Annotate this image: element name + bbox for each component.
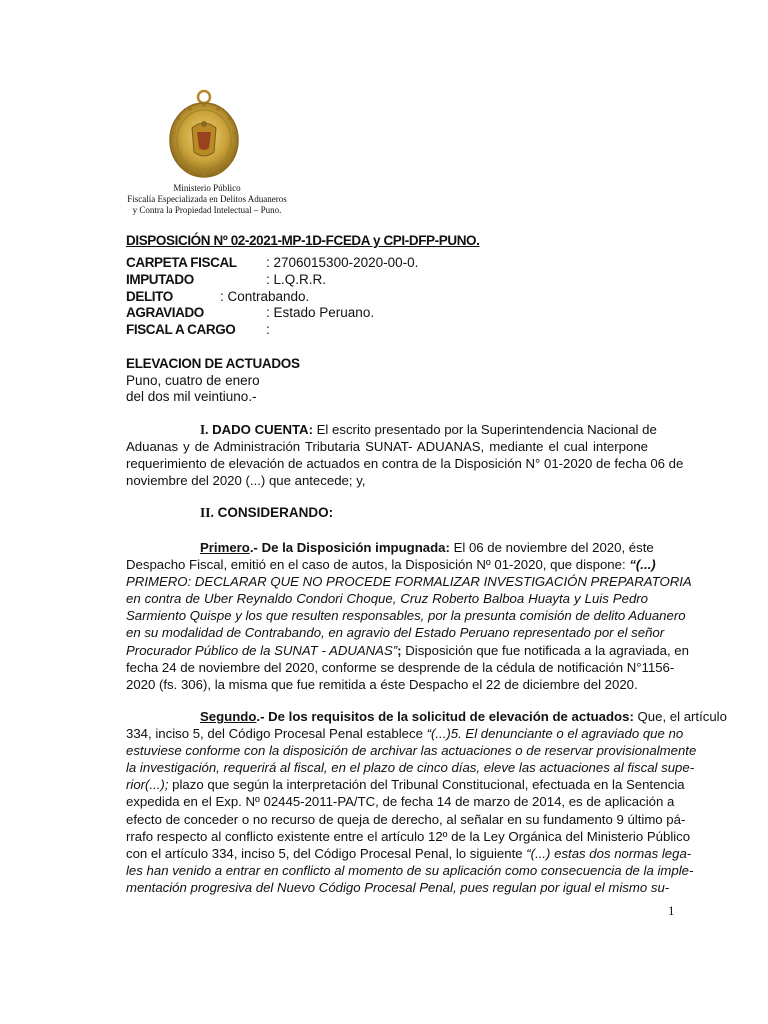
paragraph-segundo: Segundo.- De los requisitos de la solicitud de elevación de actuados: Que, el artículo 334, inciso 5, del Código Procesal Penal establece “(...)5. El denunciante o el agraviado que no estuviese conforme con la disposición de archivar las actuaciones o de reservar provisionalmente la investigación, requerirá al fiscal, en el plazo de cinco días, eleve las actuaciones al fiscal supe- rior(...); plazo que según la interpretación del Tribunal Constitucional, efectuada en la Sentencia expedida en el Exp. Nº 02445-2011-PA/TC, de fecha 14 de marzo de 2014, es de aplicación a efecto de conceder o no recurso de queja de derecho, al señalar en su fundamento 9 último pá- rrafo respecto al conflicto existente entre el artículo 12º de la Ley Orgánica del Ministerio Público con el artículo 334, inciso 5, del Código Procesal Penal, lo siguiente “(...) estas dos normas lega- les han venido a entrar en conflicto al momento de su aplicación como consecuencia de la imple- mentación progresiva del Nuevo Código Procesal Penal, pues regulan por igual el mismo su-: [126, 709, 727, 895]
field-agraviado: [126, 305, 375, 320]
quote-text: Sarmiento Quispe y los que resulten responsables, por la presunta comisión de delito Aduanero: [126, 608, 686, 624]
quote-text: en contra de Uber Reynaldo Condori Choque, Cruz Roberto Balboa Huayta y Luis Pedro: [126, 591, 648, 607]
field-label: DELITO: [126, 289, 173, 304]
field-value: : Contrabando.: [220, 289, 310, 304]
institution-line: y Contra la Propiedad Intelectual – Puno.: [132, 205, 282, 215]
ministerio-publico-seal-icon: [166, 88, 242, 180]
page-number: 1: [668, 903, 675, 918]
paragraph-text: rrafo respecto al conflicto existente entre el artículo 12º de la Ley Orgánica del Ministerio Público: [126, 828, 691, 844]
paragraph-heading: Segundo: [200, 709, 257, 724]
field-label: IMPUTADO: [126, 272, 194, 287]
place-date: del dos mil veintiuno.-: [126, 389, 257, 404]
paragraph-text: noviembre del 2020 (...) que antecede; y,: [126, 473, 366, 489]
paragraph-primero: Primero.- De la Disposición impugnada: El 06 de noviembre del 2020, éste Despacho Fiscal, emitió en el caso de autos, la Disposición Nº 01-2020, que dispone: “(...) PRIMERO: DECLARAR QUE NO PROCEDE FORMALIZAR INVESTIGACIÓN PREPARATORIA en contra de Uber Reynaldo Condori Choque, Cruz Roberto Balboa Huayta y Luis Pedro Sarmiento Quispe y los que resulten responsables, por la presunta comisión de delito Aduanero en su modalidad de Contrabando, en agravio del Estado Peruano representado por el señor Procurador Público de la SUNAT - ADUANAS”; Disposición que fue notificada a la agraviada, en fecha 24 de noviembre del 2020, conforme se desprende de la cédula de notificación N°1156- 2020 (fs. 306), la misma que fue remitida a éste Despacho el 22 de diciembre del 2020.: [126, 540, 692, 692]
field-value: :: [266, 322, 270, 337]
quote-text: les han venido a entrar en conflicto al momento de su aplicación como consecuencia de la imple-: [126, 862, 694, 878]
paragraph-text: expedida en el Exp. Nº 02445-2011-PA/TC, de fecha 14 de marzo de 2014, es de aplicación a: [126, 794, 675, 810]
quote-text: rior(...);: [126, 777, 169, 793]
field-fiscal-a-cargo: [126, 322, 270, 337]
paragraph-text: Disposición que fue notificada a la agraviada, en: [401, 642, 689, 658]
paragraph-text: fecha 24 de noviembre del 2020, conforme se desprende de la cédula de notificación N°1156-: [126, 659, 675, 675]
field-label: FISCAL A CARGO: [126, 322, 236, 337]
paragraph-text: 2020 (fs. 306), la misma que fue remitida a éste Despacho el 22 de diciembre del 2020.: [126, 676, 638, 692]
quote-text: en su modalidad de Contrabando, en agravio del Estado Peruano representado por el señor: [126, 625, 665, 641]
quote-text: Procurador Público de la SUNAT - ADUANAS”: [126, 642, 398, 658]
document-title: DISPOSICIÓN Nº 02-2021-MP-1D-FCEDA y CPI-DFP-PUNO.: [126, 233, 480, 248]
quote-text: PRIMERO: DECLARAR QUE NO PROCEDE FORMALIZAR INVESTIGACIÓN PREPARATORIA: [126, 574, 692, 590]
field-carpeta-fiscal: [126, 255, 419, 270]
paragraph-text: Que, el artículo: [637, 709, 727, 724]
section-heading: ELEVACION DE ACTUADOS: [126, 356, 300, 371]
field-imputado: [126, 272, 327, 287]
paragraph-text: efecto de conceder o no recurso de queja de derecho, al señalar en su fundamento 9 último pá-: [126, 811, 686, 827]
paragraph-text: El 06 de noviembre del 2020, éste: [453, 540, 654, 555]
field-label: AGRAVIADO: [126, 305, 204, 320]
paragraph-text: con el artículo 334, inciso 5, del Código Procesal Penal, lo siguiente: [126, 845, 523, 861]
field-delito: [126, 289, 310, 304]
field-value: : Estado Peruano.: [266, 305, 375, 320]
institution-line: Fiscalía Especializada en Delitos Aduaneros: [127, 194, 287, 204]
quote-text: “(...) estas dos normas lega-: [526, 845, 692, 861]
paragraph-text: Despacho Fiscal, emitió en el caso de autos, la Disposición Nº 01-2020, que dispone:: [126, 557, 626, 573]
paragraph-text: El escrito presentado por la Superintendencia Nacional de: [316, 422, 657, 437]
place-date: Puno, cuatro de enero: [126, 373, 260, 388]
section-considerando: [200, 505, 333, 521]
section-number: I.: [200, 422, 209, 437]
paragraph-text: requerimiento de elevación de actuados en contra de la Disposición N° 01-2020 de fecha 06 de: [126, 456, 684, 472]
quote-text: estuviese conforme con la disposición de archivar las actuaciones o de reservar provisionalmente: [126, 743, 697, 759]
quote-text: “(...): [629, 557, 656, 573]
institution-header: [112, 183, 302, 216]
quote-text: la investigación, requerirá al fiscal, en el plazo de cinco días, eleve las actuaciones al fiscal supe-: [126, 760, 695, 776]
institution-line: Ministerio Público: [173, 183, 241, 193]
section-heading: CONSIDERANDO:: [217, 505, 334, 520]
section-dado-cuenta: [126, 421, 684, 489]
section-number: II.: [200, 505, 214, 520]
paragraph-heading: Primero: [200, 540, 250, 555]
paragraph-text: plazo que según la interpretación del Tribunal Constitucional, efectuada en la Sentencia: [168, 777, 685, 793]
field-value: : 2706015300-2020-00-0.: [266, 255, 419, 270]
paragraph-text: Aduanas y de Administración Tributaria SUNAT- ADUANAS, mediante el cual interpone: [126, 439, 648, 455]
quote-text: mentación progresiva del Nuevo Código Procesal Penal, pues regulan por igual el mismo su-: [126, 879, 670, 895]
section-heading: DADO CUENTA:: [212, 422, 313, 437]
field-label: CARPETA FISCAL: [126, 255, 237, 270]
quote-text: “(...)5. El denunciante o el agraviado que no: [426, 726, 684, 742]
field-value: : L.Q.R.R.: [266, 272, 327, 287]
paragraph-text: 334, inciso 5, del Código Procesal Penal establece: [126, 726, 423, 742]
